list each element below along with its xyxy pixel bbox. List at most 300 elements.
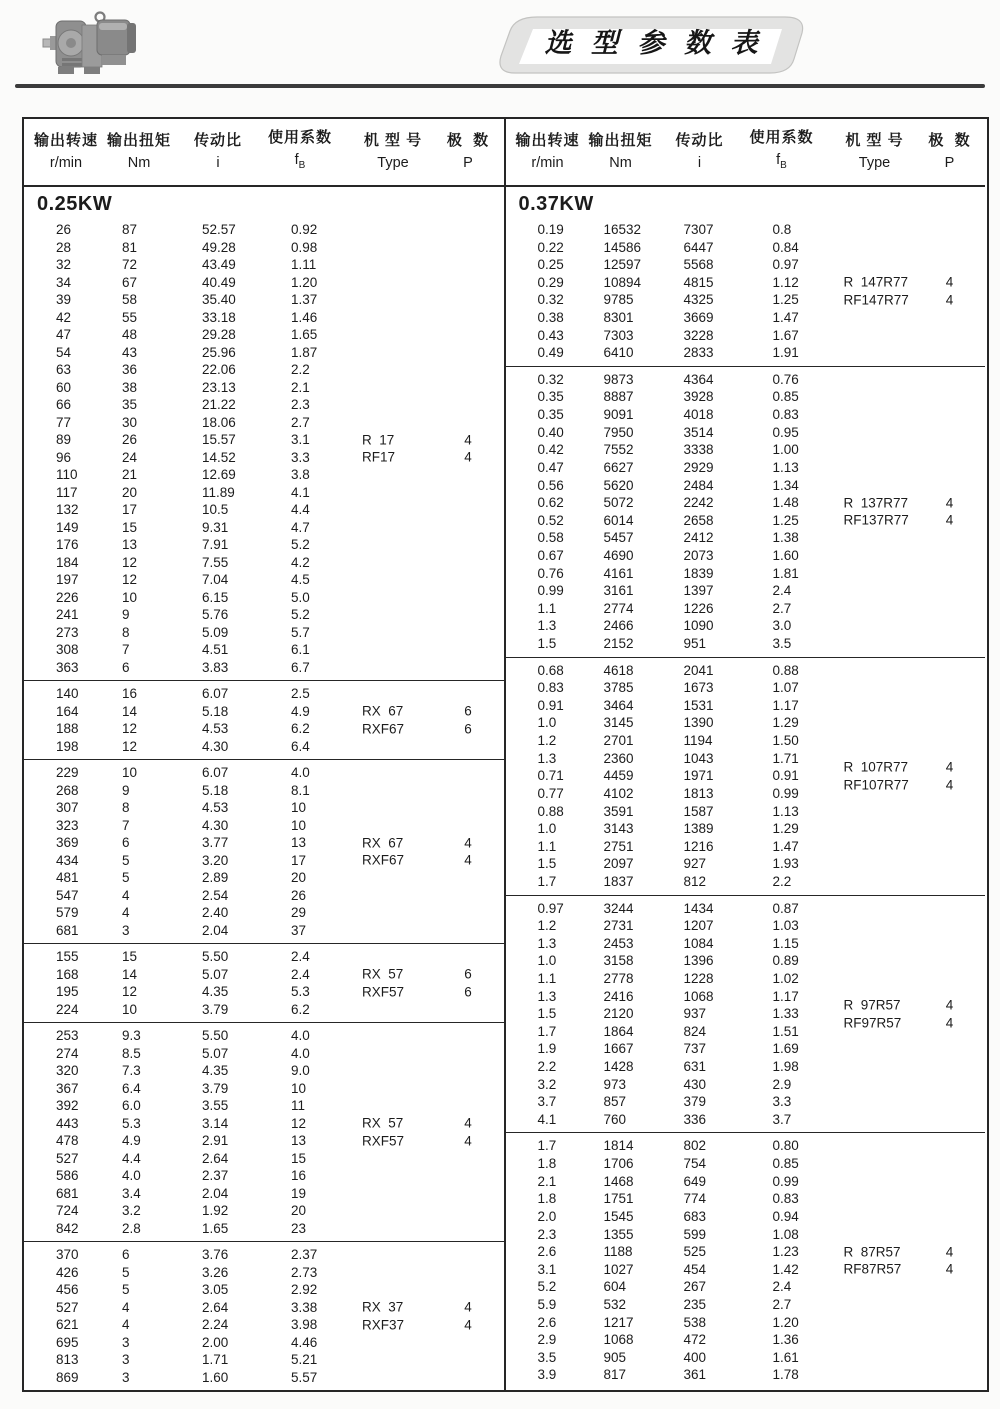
speed-cell: 547 (56, 887, 79, 903)
speed-cell: 1.3 (537, 750, 557, 766)
table-row (512, 873, 986, 891)
ratio-cell: 33.18 (202, 309, 236, 325)
table-row (512, 1111, 986, 1129)
table-row (512, 1173, 986, 1191)
table-row (30, 571, 504, 589)
service-factor-cell: 5.0 (291, 589, 310, 605)
torque-cell: 1837 (603, 873, 634, 889)
speed-cell: 369 (56, 835, 79, 850)
ratio-cell: 23.13 (202, 379, 236, 395)
speed-cell: 3.9 (537, 1367, 557, 1383)
speed-cell: 0.35 (537, 389, 564, 405)
speed-cell: 443 (56, 1115, 79, 1131)
speed-cell: 28 (56, 239, 72, 255)
table-row (512, 635, 986, 653)
service-factor-cell: 1.51 (772, 1023, 799, 1039)
speed-cell: 274 (56, 1045, 79, 1061)
speed-cell: 0.42 (537, 442, 564, 458)
torque-cell: 72 (122, 257, 138, 272)
header-poles: 极 数 P (446, 132, 490, 171)
table-row (512, 327, 986, 345)
torque-cell: 9785 (603, 292, 634, 308)
speed-cell: 176 (56, 537, 79, 552)
poles-cell: 4 (945, 1015, 954, 1030)
table-row (30, 641, 504, 659)
ratio-cell: 3338 (683, 442, 714, 458)
ratio-cell: 802 (683, 1138, 707, 1154)
speed-cell: 1.5 (537, 636, 557, 652)
table-row (512, 900, 986, 918)
ratio-cell: 2.00 (202, 1334, 229, 1350)
service-factor-cell: 2.73 (291, 1264, 318, 1280)
speed-cell: 0.88 (537, 803, 564, 819)
title-banner (495, 14, 813, 76)
torque-cell: 16 (122, 686, 138, 701)
type-pole-labels (822, 494, 972, 529)
row-block (506, 217, 986, 367)
row-block (24, 944, 504, 1023)
table-row (512, 344, 986, 362)
row-block (506, 658, 986, 896)
speed-cell: 724 (56, 1203, 79, 1218)
speed-cell: 26 (56, 222, 72, 237)
speed-cell: 1.1 (537, 970, 557, 986)
table-row (30, 326, 504, 344)
service-factor-cell: 1.17 (772, 988, 799, 1004)
service-factor-cell: 2.7 (772, 600, 792, 616)
header-service-factor: 使用系数 $f_B$ (749, 129, 814, 171)
ratio-cell: 4.53 (202, 800, 229, 815)
type-cell: R 87R57 (843, 1244, 901, 1260)
torque-cell: 1706 (603, 1156, 634, 1172)
service-factor-cell: 2.2 (772, 873, 792, 889)
header-ratio: 传动比 i (193, 132, 242, 171)
table-row (512, 679, 986, 697)
service-factor-cell: 1.78 (772, 1367, 799, 1383)
poles-cell: 4 (945, 274, 954, 290)
service-factor-cell: 6.7 (291, 659, 310, 675)
ratio-cell: 2929 (683, 459, 714, 475)
service-factor-cell: 1.25 (772, 292, 799, 308)
row-block (506, 896, 986, 1134)
poles-cell: 4 (945, 997, 954, 1013)
service-factor-cell: 1.33 (772, 1006, 799, 1022)
ratio-cell: 7307 (683, 222, 714, 237)
service-factor-cell: 1.91 (772, 345, 799, 361)
torque-cell: 2751 (603, 838, 634, 854)
ratio-cell: 927 (683, 856, 707, 872)
table-row (30, 1220, 504, 1238)
speed-cell: 1.7 (537, 1138, 557, 1154)
torque-cell: 4459 (603, 768, 634, 784)
speed-cell: 0.32 (537, 371, 564, 387)
service-factor-cell: 1.02 (772, 970, 799, 986)
torque-cell: 1355 (603, 1226, 634, 1242)
ratio-cell: 11.89 (202, 484, 235, 500)
table-row (512, 732, 986, 750)
speed-cell: 1.9 (537, 1041, 557, 1057)
speed-cell: 0.68 (537, 662, 564, 678)
ratio-cell: 1389 (683, 821, 714, 837)
table-row (512, 424, 986, 442)
service-factor-cell: 13 (291, 1133, 307, 1148)
ratio-cell: 2041 (683, 662, 714, 678)
service-factor-cell: 0.85 (772, 389, 799, 405)
table-row (512, 1226, 986, 1244)
speed-cell: 4.1 (537, 1111, 557, 1127)
row-block (506, 367, 986, 658)
table-row (512, 309, 986, 327)
table-row (30, 484, 504, 502)
type-cell: RX 57 (362, 966, 404, 982)
service-factor-cell: 4.2 (291, 554, 310, 570)
speed-cell: 434 (56, 852, 79, 868)
service-factor-cell: 6.4 (291, 738, 310, 754)
ratio-cell: 1068 (683, 988, 714, 1004)
table-row (512, 820, 986, 838)
ratio-cell: 25.96 (202, 344, 236, 360)
type-pole-labels (340, 431, 490, 466)
header-service-factor: 使用系数 $f_B$ (267, 129, 332, 171)
speed-cell: 77 (56, 414, 72, 430)
torque-cell: 2416 (603, 988, 634, 1004)
ratio-cell: 1434 (683, 900, 714, 916)
speed-cell: 1.3 (537, 935, 557, 951)
column-header (24, 119, 504, 187)
speed-cell: 527 (56, 1299, 79, 1315)
service-factor-cell: 3.0 (772, 618, 792, 634)
torque-cell: 3 (122, 1334, 130, 1350)
service-factor-cell: 3.1 (291, 432, 310, 447)
speed-cell: 2.0 (537, 1208, 557, 1224)
table-row (512, 855, 986, 873)
table-row (512, 256, 986, 274)
table-row (512, 388, 986, 406)
ratio-cell: 2412 (683, 530, 714, 546)
table-row (512, 697, 986, 715)
service-factor-cell: 3.3 (291, 449, 310, 465)
speed-cell: 188 (56, 721, 79, 736)
speed-cell: 0.49 (537, 345, 564, 361)
speed-cell: 226 (56, 589, 79, 605)
torque-cell: 7303 (603, 327, 634, 343)
torque-cell: 10894 (603, 274, 642, 290)
poles-cell: 4 (464, 449, 472, 465)
torque-cell: 8887 (603, 389, 634, 405)
type-cell: RF87R57 (843, 1261, 902, 1277)
header-output-speed: 输出转速 r/min (515, 132, 580, 171)
speed-cell: 481 (56, 870, 79, 885)
ratio-cell: 1.60 (202, 1369, 229, 1385)
service-factor-cell: 2.3 (291, 397, 310, 412)
ratio-cell: 379 (683, 1094, 707, 1110)
ratio-cell: 2.54 (202, 887, 229, 903)
ratio-cell: 267 (683, 1279, 707, 1295)
torque-cell: 4 (122, 905, 130, 920)
table-row (30, 1264, 504, 1282)
service-factor-cell: 1.61 (772, 1349, 799, 1365)
ratio-cell: 4325 (683, 292, 714, 308)
service-factor-cell: 1.29 (772, 715, 799, 731)
service-factor-cell: 3.3 (772, 1094, 792, 1110)
speed-cell: 1.5 (537, 1006, 557, 1022)
service-factor-cell: 4.0 (291, 1028, 310, 1043)
torque-cell: 5457 (603, 530, 634, 546)
ratio-cell: 2073 (683, 547, 714, 563)
torque-cell: 3464 (603, 697, 634, 713)
torque-cell: 1188 (603, 1244, 633, 1260)
service-factor-cell: 0.84 (772, 239, 799, 255)
speed-cell: 2.3 (537, 1226, 557, 1242)
ratio-cell: 4018 (683, 407, 714, 423)
service-factor-cell: 1.60 (772, 547, 799, 563)
table-row (30, 782, 504, 800)
speed-cell: 5.9 (537, 1296, 557, 1312)
service-factor-cell: 4.0 (291, 765, 310, 780)
service-factor-cell: 1.13 (772, 459, 799, 475)
ratio-cell: 2.91 (202, 1133, 229, 1148)
torque-cell: 9 (122, 607, 130, 622)
service-factor-cell: 15 (291, 1150, 307, 1166)
speed-cell: 681 (56, 922, 79, 938)
ratio-cell: 336 (683, 1111, 707, 1127)
speed-cell: 0.38 (537, 310, 564, 326)
service-factor-cell: 1.12 (772, 274, 799, 290)
torque-cell: 6.4 (122, 1080, 141, 1096)
speed-cell: 89 (56, 432, 72, 447)
torque-cell: 16532 (603, 222, 642, 237)
table-row (30, 501, 504, 519)
table-row (30, 1001, 504, 1019)
table-row (30, 1281, 504, 1299)
ratio-cell: 1390 (683, 715, 714, 731)
poles-cell: 4 (464, 835, 472, 850)
row-block (24, 1242, 504, 1390)
ratio-cell: 4.51 (202, 642, 229, 657)
torque-cell: 5.3 (122, 1115, 141, 1131)
table-row (30, 519, 504, 537)
ratio-cell: 3.79 (202, 1001, 229, 1017)
speed-cell: 268 (56, 782, 79, 798)
ratio-cell: 6447 (683, 239, 714, 255)
row-block (24, 760, 504, 944)
speed-cell: 60 (56, 379, 72, 395)
torque-cell: 2701 (603, 733, 634, 749)
poles-cell: 6 (464, 966, 472, 982)
service-factor-cell: 4.1 (291, 484, 310, 500)
speed-cell: 0.67 (537, 547, 564, 563)
gearmotor-image (42, 8, 142, 78)
table-row (512, 970, 986, 988)
service-factor-cell: 4.4 (291, 502, 310, 517)
torque-cell: 17 (122, 502, 138, 517)
header-type: 机 型 号 Type (363, 132, 423, 171)
service-factor-cell: 0.94 (772, 1208, 799, 1224)
speed-cell: 184 (56, 554, 79, 570)
torque-cell: 5620 (603, 477, 634, 493)
speed-cell: 1.2 (537, 733, 557, 749)
type-pole-labels (340, 703, 490, 738)
type-cell: RX 67 (362, 703, 404, 719)
table-row (512, 221, 986, 239)
service-factor-cell: 1.08 (772, 1226, 799, 1242)
torque-cell: 6014 (603, 512, 634, 528)
speed-cell: 621 (56, 1317, 79, 1332)
speed-cell: 0.43 (537, 327, 564, 343)
poles-cell: 4 (464, 1115, 472, 1131)
service-factor-cell: 1.00 (772, 442, 799, 458)
torque-cell: 2120 (603, 1006, 634, 1022)
type-pole-labels (822, 1243, 972, 1278)
poles-cell: 4 (945, 1244, 954, 1260)
ratio-cell: 525 (683, 1244, 707, 1260)
service-factor-cell: 1.38 (772, 530, 799, 546)
speed-cell: 0.52 (537, 512, 564, 528)
ratio-cell: 3928 (683, 389, 714, 405)
row-block (24, 681, 504, 760)
page-title: 选 型 参 数 表 (544, 28, 764, 58)
ratio-cell: 1673 (683, 680, 714, 696)
ratio-cell: 4.53 (202, 721, 229, 736)
ratio-cell: 4.35 (202, 984, 229, 999)
torque-cell: 2453 (603, 935, 634, 951)
type-cell: RF97R57 (843, 1015, 902, 1030)
table-row (30, 291, 504, 309)
ratio-cell: 1226 (683, 600, 714, 616)
service-factor-cell: 0.97 (772, 257, 799, 273)
torque-cell: 58 (122, 292, 138, 307)
service-factor-cell: 0.85 (772, 1156, 799, 1172)
ratio-cell: 3.79 (202, 1080, 229, 1096)
service-factor-cell: 1.03 (772, 918, 799, 934)
speed-cell: 1.5 (537, 856, 557, 872)
speed-cell: 3.1 (537, 1261, 557, 1277)
table-row (512, 838, 986, 856)
service-factor-cell: 23 (291, 1220, 307, 1236)
speed-cell: 110 (56, 467, 78, 482)
speed-cell: 273 (56, 624, 79, 640)
header-output-speed: 输出转速 r/min (33, 132, 98, 171)
type-cell: RXF57 (362, 1133, 405, 1148)
service-factor-cell: 4.9 (291, 703, 310, 719)
ratio-cell: 1971 (683, 768, 714, 784)
speed-cell: 527 (56, 1150, 79, 1166)
service-factor-cell: 1.17 (772, 697, 799, 713)
table-row (512, 239, 986, 257)
service-factor-cell: 2.5 (291, 686, 310, 701)
service-factor-cell: 5.21 (291, 1352, 318, 1367)
ratio-cell: 2.24 (202, 1317, 229, 1332)
service-factor-cell: 10 (291, 1080, 307, 1096)
service-factor-cell: 29 (291, 905, 307, 920)
speed-cell: 3.7 (537, 1094, 557, 1110)
service-factor-cell: 2.4 (772, 583, 792, 599)
table-row (512, 1208, 986, 1226)
service-factor-cell: 1.29 (772, 821, 799, 837)
service-factor-cell: 0.98 (291, 239, 318, 255)
torque-cell: 1217 (603, 1314, 634, 1330)
table-row (512, 1093, 986, 1111)
ratio-cell: 35.40 (202, 292, 236, 307)
type-pole-labels (340, 1299, 490, 1334)
ratio-cell: 2.64 (202, 1299, 229, 1315)
torque-cell: 760 (603, 1111, 627, 1127)
service-factor-cell: 0.87 (772, 900, 799, 916)
ratio-cell: 3.83 (202, 659, 229, 675)
service-factor-cell: 1.98 (772, 1059, 799, 1075)
table-row (30, 396, 504, 414)
speed-cell: 42 (56, 309, 72, 325)
service-factor-cell: 0.99 (772, 785, 799, 801)
type-cell: RF137R77 (843, 512, 909, 528)
table-row (30, 948, 504, 966)
ratio-cell: 5.76 (202, 607, 229, 622)
speed-cell: 478 (56, 1133, 79, 1148)
ratio-cell: 2242 (683, 495, 714, 511)
torque-cell: 4 (122, 1317, 130, 1332)
speed-cell: 0.40 (537, 424, 564, 440)
service-factor-cell: 4.46 (291, 1334, 318, 1350)
poles-cell: 4 (945, 777, 954, 793)
table-row (30, 764, 504, 782)
torque-cell: 2731 (603, 918, 634, 934)
torque-cell: 1814 (603, 1138, 634, 1154)
header-ratio: 传动比 i (675, 132, 724, 171)
table-row (30, 1167, 504, 1185)
header-output-torque: 输出扭矩 Nm (106, 132, 171, 171)
service-factor-cell: 1.67 (772, 327, 799, 343)
speed-cell: 0.71 (537, 768, 564, 784)
ratio-cell: 472 (683, 1332, 707, 1348)
service-factor-cell: 2.92 (291, 1282, 318, 1297)
speed-cell: 5.2 (537, 1279, 557, 1295)
service-factor-cell: 2.7 (772, 1296, 792, 1312)
torque-cell: 4690 (603, 547, 634, 563)
table-row (30, 1185, 504, 1203)
torque-cell: 48 (122, 327, 138, 342)
service-factor-cell: 12 (291, 1115, 307, 1131)
ratio-cell: 12.69 (202, 467, 236, 482)
torque-cell: 1864 (603, 1023, 634, 1039)
table-row (30, 624, 504, 642)
torque-cell: 2774 (603, 600, 634, 616)
ratio-cell: 1.92 (202, 1203, 229, 1218)
ratio-cell: 1.71 (202, 1352, 229, 1367)
table-row (30, 1351, 504, 1369)
speed-cell: 1.1 (537, 600, 557, 616)
table-row (30, 922, 504, 940)
service-factor-cell: 1.20 (772, 1314, 799, 1330)
torque-cell: 12597 (603, 257, 642, 273)
torque-cell: 14 (122, 703, 138, 719)
type-cell: R 17 (362, 432, 395, 447)
data-blocks-037kw (506, 217, 986, 1388)
service-factor-cell: 3.38 (291, 1299, 318, 1315)
service-factor-cell: 1.93 (772, 856, 799, 872)
service-factor-cell: 10 (291, 817, 307, 833)
speed-cell: 0.29 (537, 274, 564, 290)
torque-cell: 3785 (603, 680, 634, 696)
type-cell: RF107R77 (843, 777, 909, 793)
speed-cell: 1.0 (537, 821, 557, 837)
table-row (512, 1190, 986, 1208)
torque-cell: 12 (122, 572, 138, 587)
torque-cell: 8 (122, 800, 130, 815)
speed-cell: 579 (56, 905, 79, 920)
ratio-cell: 683 (683, 1208, 707, 1224)
speed-cell: 0.22 (537, 239, 564, 255)
table-row (30, 1246, 504, 1264)
